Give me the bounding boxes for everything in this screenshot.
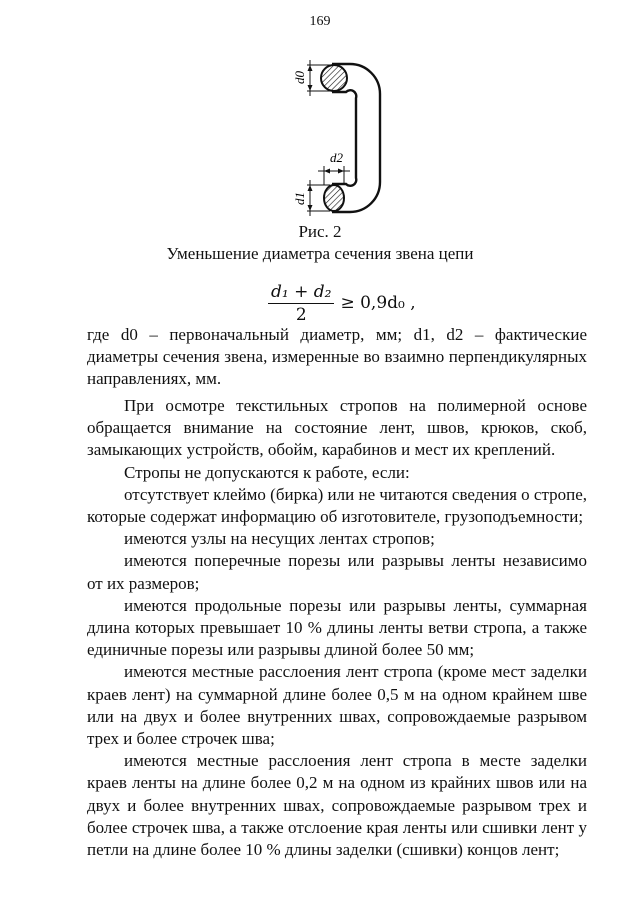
d1-label: d1	[292, 192, 307, 205]
figure-title: Уменьшение диаметра сечения звена цепи	[166, 244, 474, 263]
formula-denominator: 2	[295, 304, 307, 325]
list-item: имеются узлы на несущих лентах стропов;	[124, 529, 435, 549]
list-item: имеются поперечные порезы или разрывы ленты независимо от их размеров;	[87, 551, 587, 593]
paragraph-inspection: При осмотре текстильных стропов на полимерной основе обращается внимание на состояние лент, швов, крюков, скоб, замыкающих устройств, обойм, карабинов и мест их креплений.	[87, 396, 587, 460]
d0-label: d0	[292, 71, 307, 84]
formula-rhs: ≥ 0,9d₀ ,	[340, 293, 416, 313]
formula-fraction	[268, 282, 334, 325]
paragraph-definitions: где d0 – первоначальный диаметр, мм; d1, d2 – фактические диаметры сечения звена, измеренные во взаимно перпендикулярных направлениях, мм.	[87, 325, 587, 389]
list-item: имеются местные расслоения лент стропа в месте заделки краев ленты на длине более 0,2 м на одном из крайних швов или на двух и более внутренних швах, сопровождаемые разрывом трех и более строчек шва, а также отслоение края ленты или сшивки лент у петли на длине более 10 % длины заделки (сшивки) концов лент;	[87, 751, 587, 860]
definitions-block	[87, 324, 587, 391]
list-item: отсутствует клеймо (бирка) или не читаются сведения о стропе, которые содержат информацию об изготовителе, грузоподъемности;	[87, 484, 588, 527]
page-number: 169	[309, 14, 331, 29]
list-item: имеются продольные порезы или разрывы ленты, суммарная длина которых превышает 10 % длины ленты ветви стропа, а также единичные порезы или разрывы длиной более 50 мм;	[87, 595, 587, 660]
formula-numerator: d₁ + d₂	[268, 282, 334, 304]
body-text	[87, 395, 587, 861]
chain-link-drawing	[284, 58, 394, 218]
chain-link-figure	[284, 58, 394, 218]
paragraph-conditions-intro: Стропы не допускаются к работе, если:	[124, 462, 410, 482]
list-item: имеются местные расслоения лент стропа (кроме мест заделки краев лент) на суммарной длине более 0,5 м на одном крайнем шве или на двух и более внутренних швах, сопровождаемые разрывом трех и более строчек шва;	[87, 662, 587, 749]
d2-label: d2	[330, 150, 343, 165]
figure-caption: Рис. 2	[298, 222, 342, 241]
formula	[268, 282, 416, 324]
